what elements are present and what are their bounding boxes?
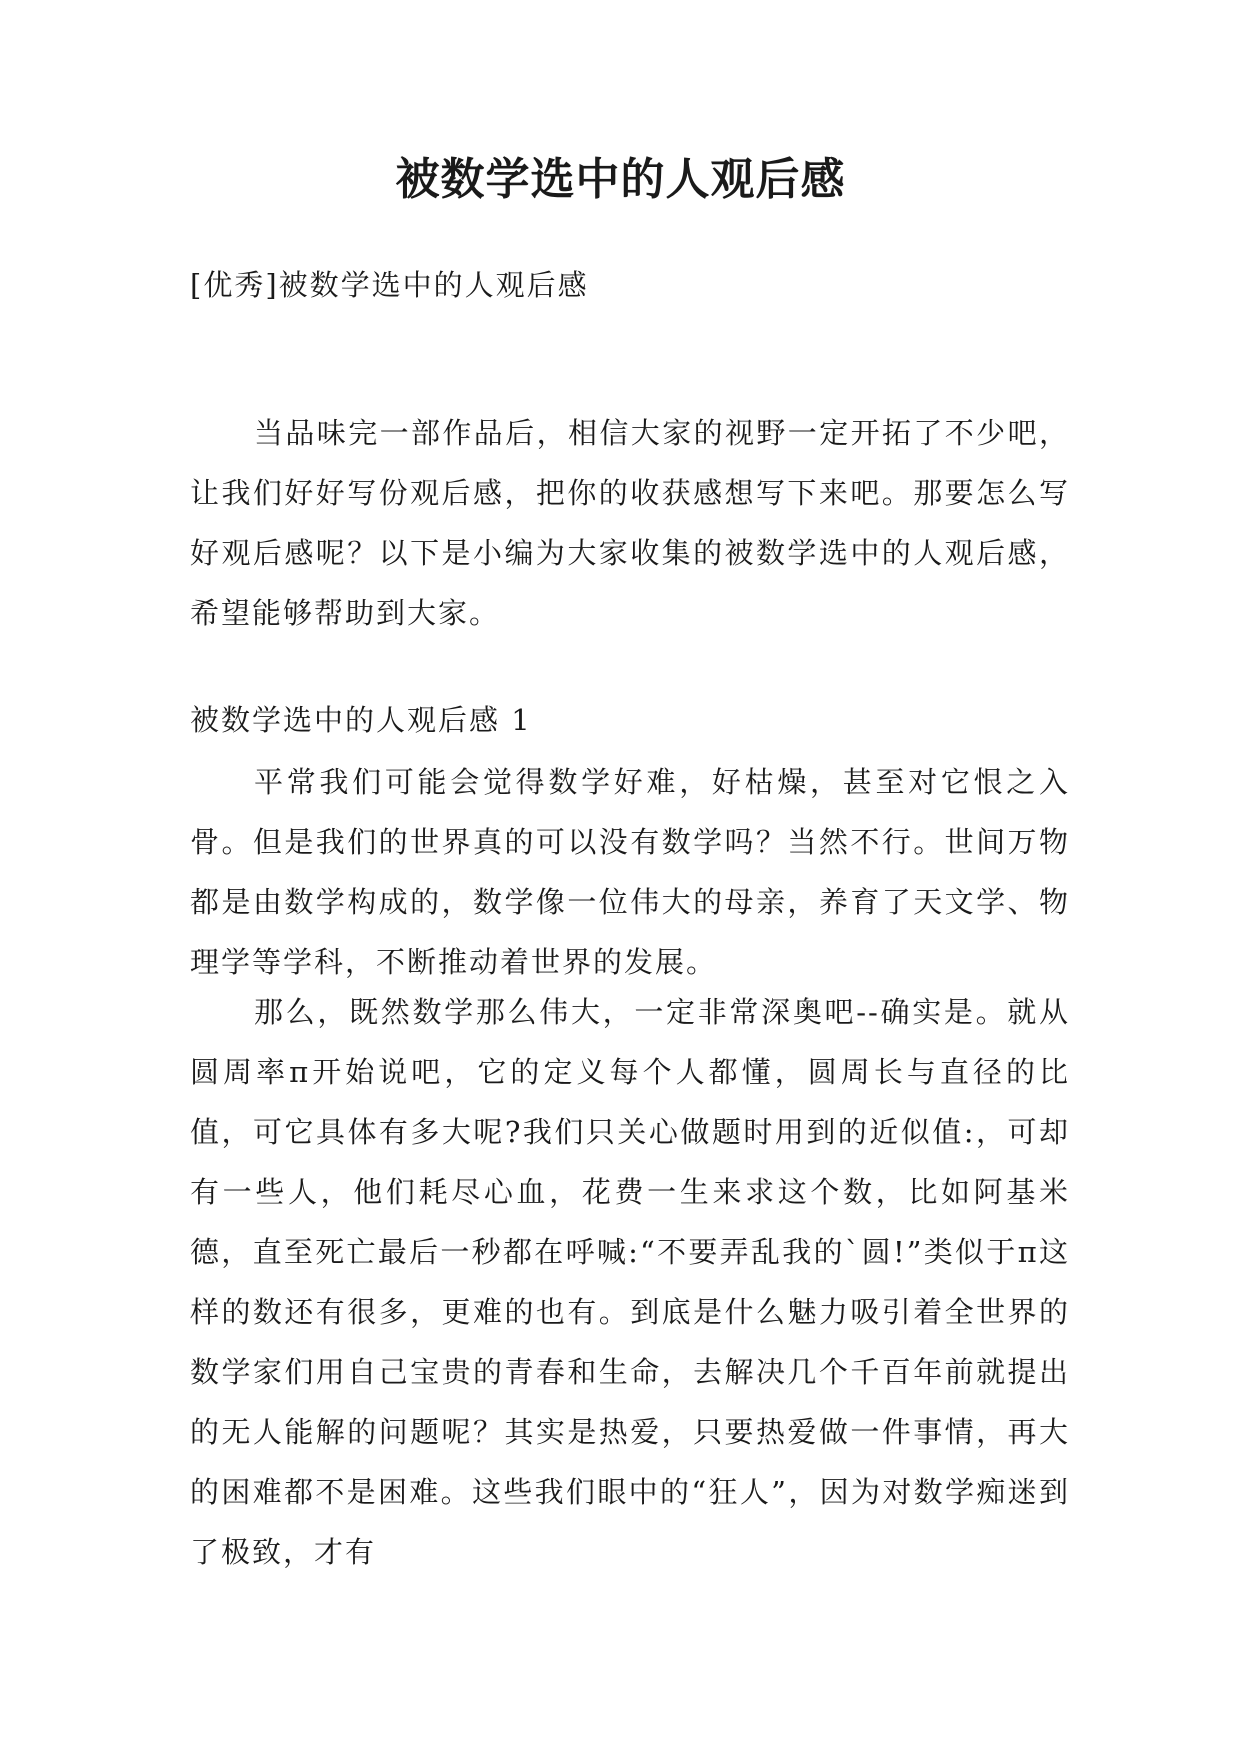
document-subtitle: [优秀]被数学选中的人观后感 [190, 268, 589, 302]
section-heading: 被数学选中的人观后感 1 [190, 703, 532, 737]
intro-paragraph: 当品味完一部作品后，相信大家的视野一定开拓了不少吧，让我们好好写份观后感，把你的收获感想写下来吧。那要怎么写好观后感呢？以下是小编为大家收集的被数学选中的人观后感，希望能够帮助到大家。 [190, 416, 1070, 630]
document-title: 被数学选中的人观后感 [395, 154, 846, 205]
body-paragraph-1: 平常我们可能会觉得数学好难，好枯燥，甚至对它恨之入骨。但是我们的世界真的可以没有数学吗？当然不行。世间万物都是由数学构成的，数学像一位伟大的母亲，养育了天文学、物理学等学科，不断推动着世界的发展。 [190, 765, 1070, 979]
body-paragraph-2: 那么，既然数学那么伟大，一定非常深奥吧--确实是。就从圆周率π开始说吧，它的定义每个人都懂，圆周长与直径的比值，可它具体有多大呢?我们只关心做题时用到的近似值:，可却有一些人，他们耗尽心血，花费一生来求这个数，比如阿基米德，直至死亡最后一秒都在呼喊:“不要弄乱我的`圆!”类似于π这样的数还有很多，更难的也有。到底是什么魅力吸引着全世界的数学家们用自己宝贵的青春和生命，去解决几个千百年前就提出的无人能解的问题呢？其实是热爱，只要热爱做一件事情，再大的困难都不是困难。这些我们眼中的“狂人”，因为对数学痴迷到了极致，才有 [190, 995, 1070, 1569]
